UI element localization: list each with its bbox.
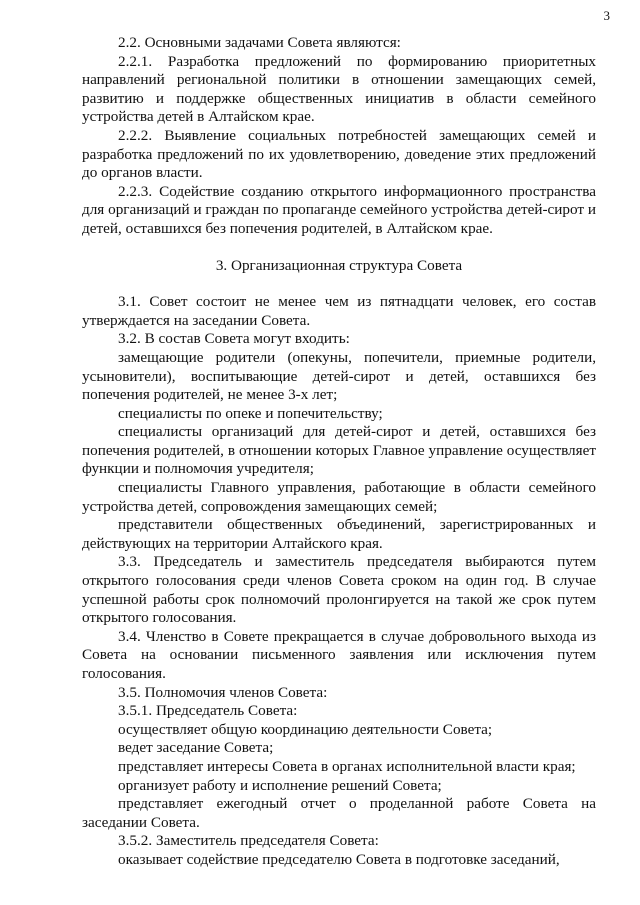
paragraph: 2.2.1. Разработка предложений по формированию приоритетных направлений региональной политики в отношении замещающих семей, развитию и поддержке общественных инициатив в области семейного устройства детей в Алтайском крае. [82, 52, 596, 126]
list-item: представляет интересы Совета в органах исполнительной власти края; [118, 757, 576, 775]
paragraph: 3.5. Полномочия членов Совета: [118, 683, 328, 701]
list-item: представляет ежегодный отчет о проделанной работе Совета на заседании Совета. [82, 795, 596, 831]
paragraph: 3.1. Совет состоит не менее чем из пятнадцати человек, его состав утверждается на заседании Совета. [82, 293, 596, 329]
page-number: 3 [603, 8, 610, 23]
paragraph: 2.2.2. Выявление социальных потребностей замещающих семей и разработка предложений по их удовлетворению, доведение этих предложений до органов власти. [82, 126, 596, 182]
paragraph: 3.3. Председатель и заместитель председателя выбираются путем открытого голосования среди членов Совета сроком на один год. В случае успешной работы срок полномочий пролонгируется на такой же срок путем открытого голосования. [82, 553, 596, 627]
paragraph: 2.2. Основными задачами Совета являются: [118, 34, 401, 51]
list-item: специалисты организаций для детей-сирот и детей, оставшихся без попечения родителей, в отношении которых Главное управление осуществляет функции и полномочия учредителя; [82, 423, 596, 478]
list-item: оказывает содействие председателю Совета в подготовке заседаний, [118, 850, 560, 868]
paragraph: 3.2. В состав Совета могут входить: [118, 330, 350, 348]
paragraph: 3.4. Членство в Совете прекращается в случае добровольного выхода из Совета на основании письменного заявления или исключения путем голосования. [82, 627, 596, 682]
list-item: представители общественных объединений, зарегистрированных и действующих на территории Алтайского края. [82, 516, 596, 552]
list-item: организует работу и исполнение решений Совета; [118, 776, 442, 794]
section-heading: 3. Организационная структура Совета [215, 256, 463, 274]
list-item: осуществляет общую координацию деятельности Совета; [118, 720, 493, 738]
list-item: специалисты Главного управления, работающие в области семейного устройства детей, сопровождения замещающих семей; [82, 479, 596, 515]
paragraph: 2.2.3. Содействие созданию открытого информационного пространства для организаций и граждан по пропаганде семейного устройства детей-сирот и детей, оставшихся без попечения родителей, в Алтайском крае. [82, 182, 596, 237]
document-body [82, 34, 596, 870]
list-item: ведет заседание Совета; [118, 739, 274, 757]
list-item: специалисты по опеке и попечительству; [118, 404, 383, 422]
paragraph: 3.5.2. Заместитель председателя Совета: [118, 832, 379, 850]
paragraph: 3.5.1. Председатель Совета: [118, 702, 298, 720]
list-item: замещающие родители (опекуны, попечители, приемные родители, усыновители), воспитывающие детей-сирот и детей, оставшихся без попечения родителей, не менее 3-х лет; [82, 348, 596, 404]
